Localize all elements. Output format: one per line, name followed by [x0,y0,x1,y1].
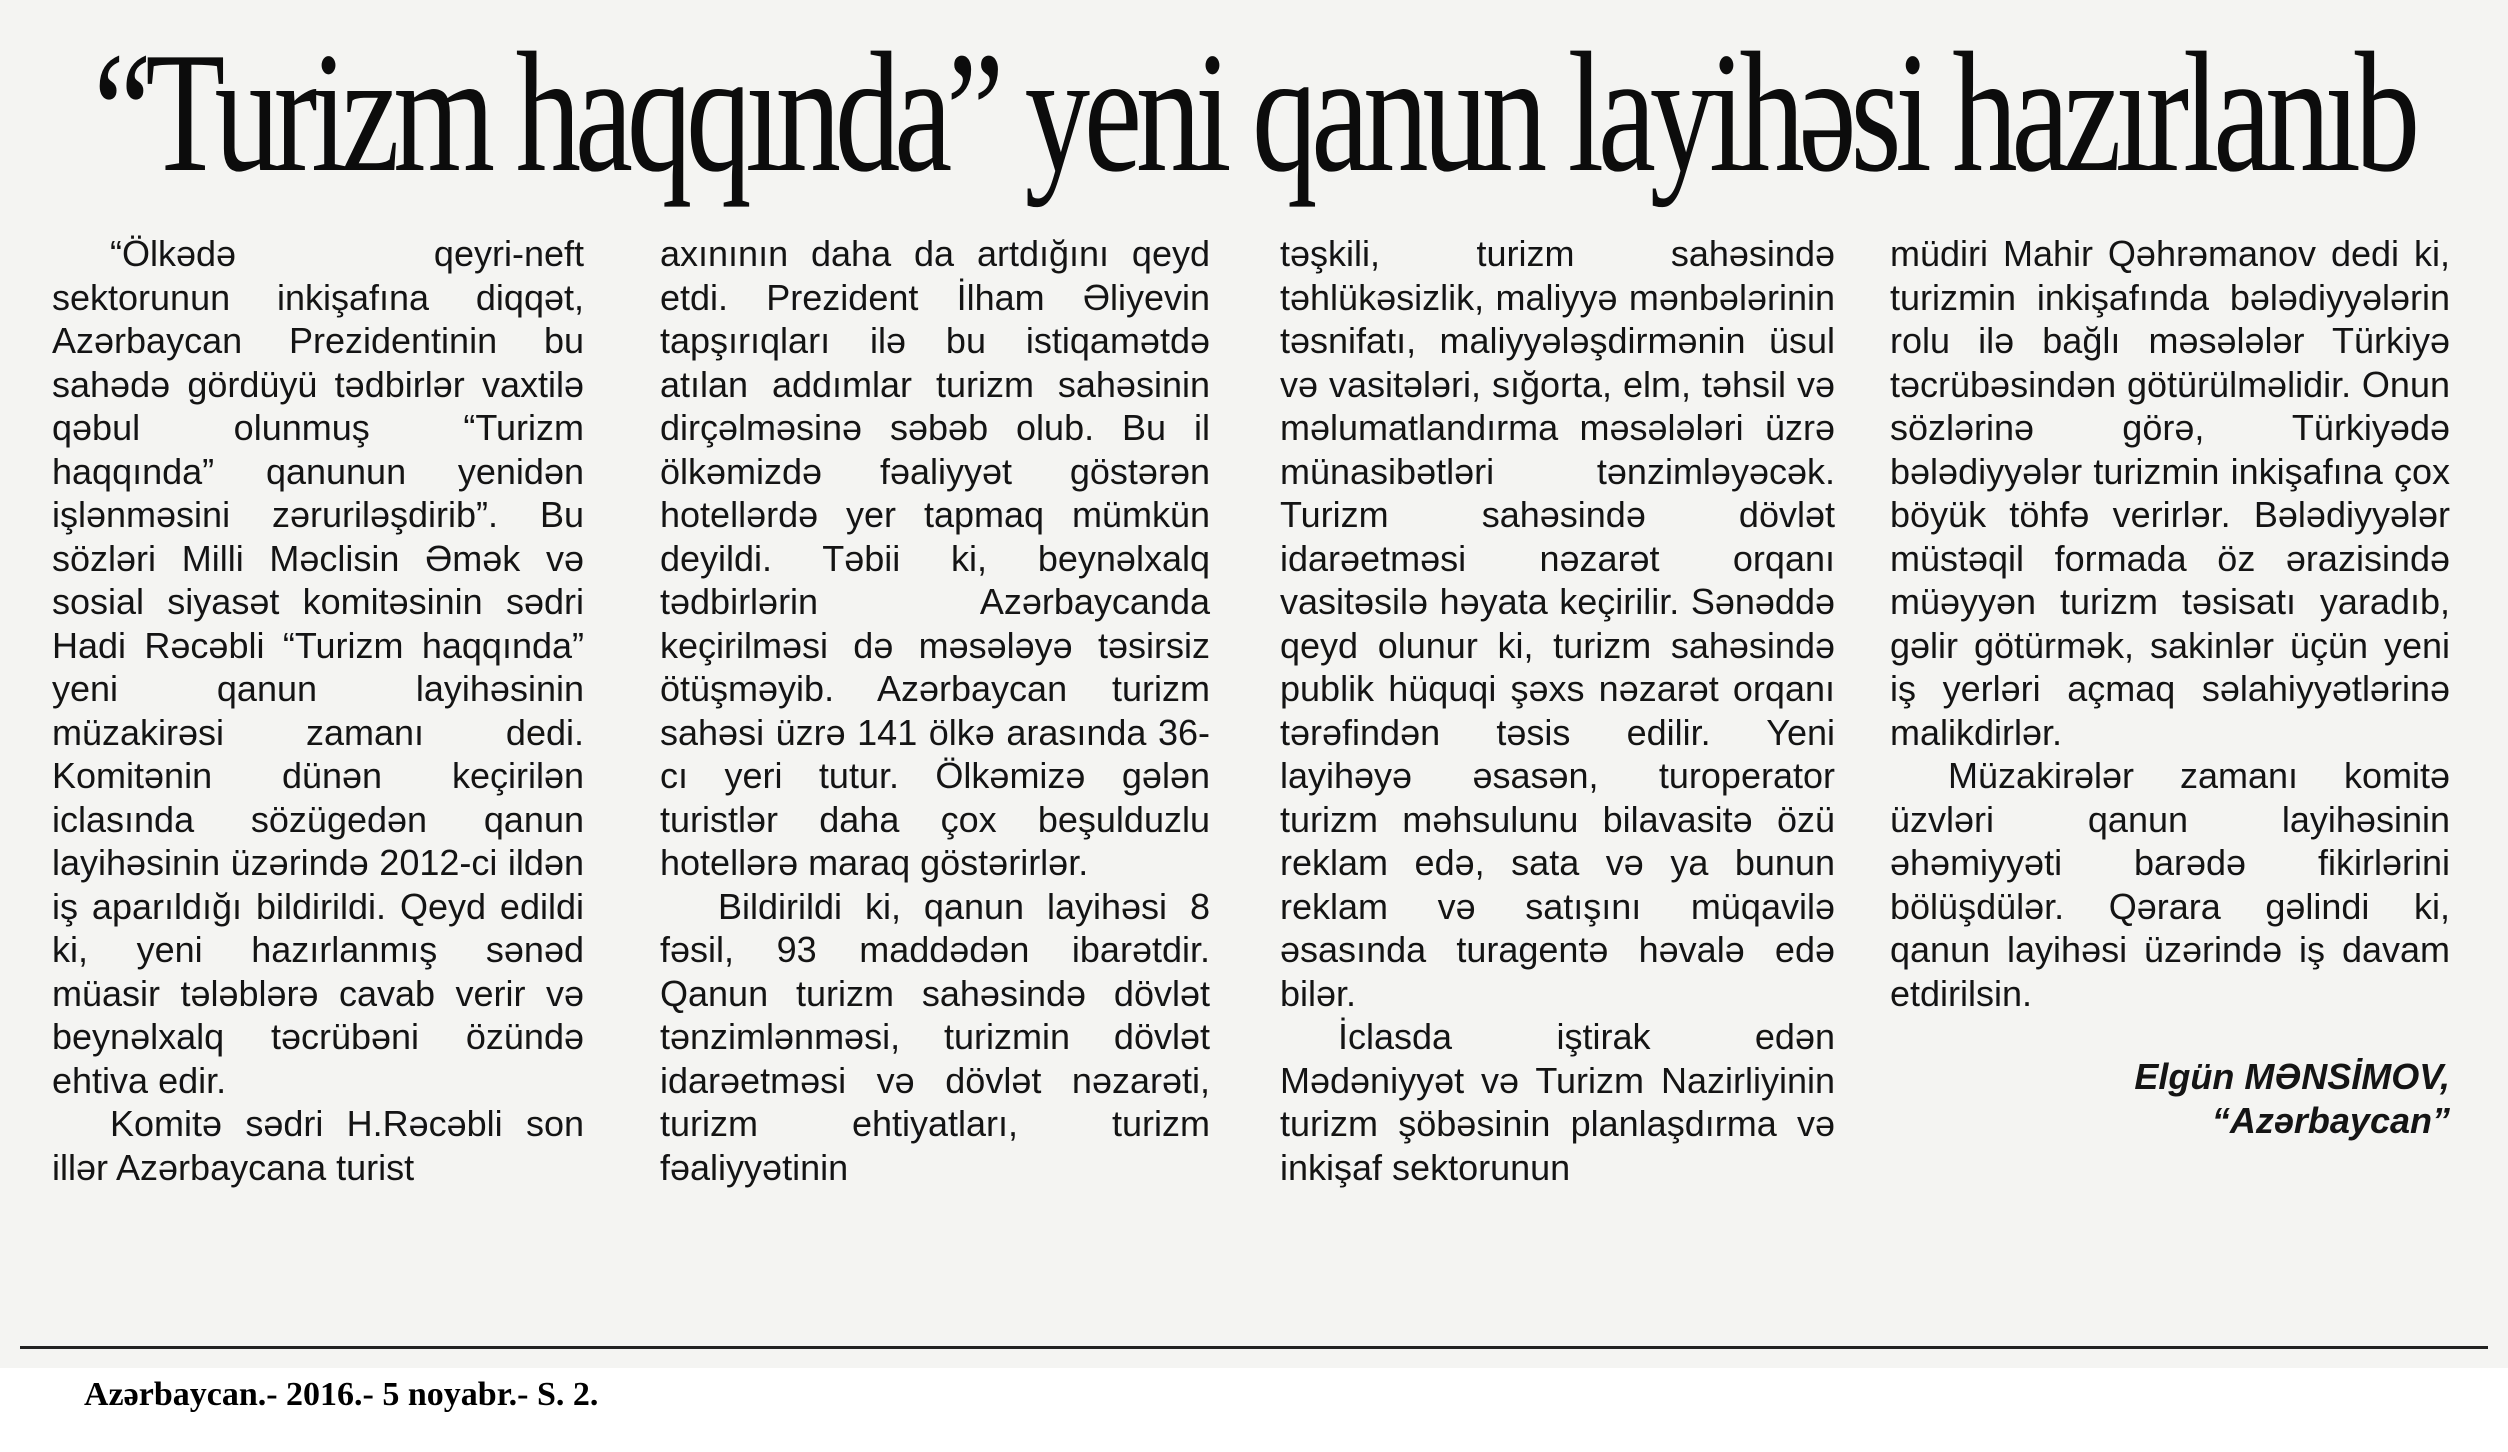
publication-name: “Azərbaycan” [2211,1100,2450,1141]
paragraph: təşkili, turizm sahəsində təhlükəsizlik, maliyyə mənbələrinin təsnifatı, maliyyələşdirmənin üsul və vasitələri, sığorta, elm, təhsil və məlumatlandırma məsələləri üzrə münasibətləri tənzimləyəcək. Turizm sahəsində dövlət idarəetməsi nəzarət orqanı vasitəsilə həyata keçirilir. Sənəddə qeyd olunur ki, turizm sahəsində publik hüquqi şəxs nəzarət orqanı tərəfindən təsis edilir. Yeni layihəyə əsasən, turoperator turizm məhsulunu bilavasitə özü reklam edə, sata və ya bunun reklam və satışını müqavilə əsasında turagentə həvalə edə bilər. [1280,233,1835,1014]
paragraph: Müzakirələr zamanı komitə üzvləri qanun layihəsinin əhəmiyyəti barədə fikirlərini bölüşdülər. Qərara gəlindi ki, qanun layihəsi üzərində iş davam etdirilsin. [1890,755,2450,1014]
source-citation: Azərbaycan.- 2016.- 5 noyabr.- S. 2. [84,1376,599,1413]
article-column-2 [660,232,1210,1189]
byline [1890,1055,2450,1143]
paragraph: Komitə sədri H.Rəcəbli son illər Azərbaycana turist [52,1103,584,1188]
paragraph: “Ölkədə qeyri-neft sektorunun inkişafına diqqət, Azərbaycan Prezidentinin bu sahədə gördüyü tədbirlər vaxtilə qəbul olunmuş “Turizm haqqında” qanunun yenidən işlənməsini zəruriləşdirib”. Bu sözləri Milli Məclisin Əmək və sosial siyasət komitəsinin sədri Hadi Rəcəbli “Turizm haqqında” yeni qanun layihəsinin müzakirəsi zamanı dedi. Komitənin dünən keçirilən iclasında sözügedən qanun layihəsinin üzərində 2012-ci ildən iş aparıldığı bildirildi. Qeyd edildi ki, yeni hazırlanmış sənəd müasir tələblərə cavab verir və beynəlxalq təcrübəni özündə ehtiva edir. [52,233,584,1101]
bottom-rule [20,1346,2488,1349]
article-column-3 [1280,232,1835,1189]
article-column-4 [1890,232,2450,1143]
article-column-1 [52,232,584,1189]
paragraph: İclasda iştirak edən Mədəniyyət və Turizm Nazirliyinin turizm şöbəsinin planlaşdırma və inkişaf sektorunun [1280,1016,1835,1188]
paragraph: müdiri Mahir Qəhrəmanov dedi ki, turizmin inkişafında bələdiyyələrin rolu ilə bağlı məsələlər Türkiyə təcrübəsindən götürülməlidir. Onun sözlərinə görə, Türkiyədə bələdiyyələr turizmin inkişafına çox böyük töhfə verirlər. Bələdiyyələr müstəqil formada öz ərazisində müəyyən turizm təsisatı yaradıb, gəlir götürmək, sakinlər üçün yeni iş yerləri açmaq səlahiyyətlərinə malikdirlər. [1890,233,2450,753]
article-headline [0,8,2508,218]
paragraph: axınının daha da artdığını qeyd etdi. Prezident İlham Əliyevin tapşırıqları ilə bu istiqamətdə atılan addımlar turizm sahəsinin dirçəlməsinə səbəb olub. Bu il ölkəmizdə fəaliyyət göstərən hotellərdə yer tapmaq mümkün deyildi. Təbii ki, beynəlxalq tədbirlərin Azərbaycanda keçirilməsi də məsələyə təsirsiz ötüşməyib. Azərbaycan turizm sahəsi üzrə 141 ölkə arasında 36-cı yeri tutur. Ölkəmizə gələn turistlər daha çox beşulduzlu hotellərə maraq göstərirlər. [660,233,1210,883]
headline-text: “Turizm haqqında” yeni qanun layihəsi hazırlanıb [93,18,2415,208]
paragraph: Bildirildi ki, qanun layihəsi 8 fəsil, 93 maddədən ibarətdir. Qanun turizm sahəsində dövlət tənzimlənməsi, turizmin dövlət idarəetməsi və dövlət nəzarəti, turizm ehtiyatları, turizm fəaliyyətinin [660,885,1210,1188]
author-name: Elgün MƏNSİMOV, [2134,1056,2450,1097]
